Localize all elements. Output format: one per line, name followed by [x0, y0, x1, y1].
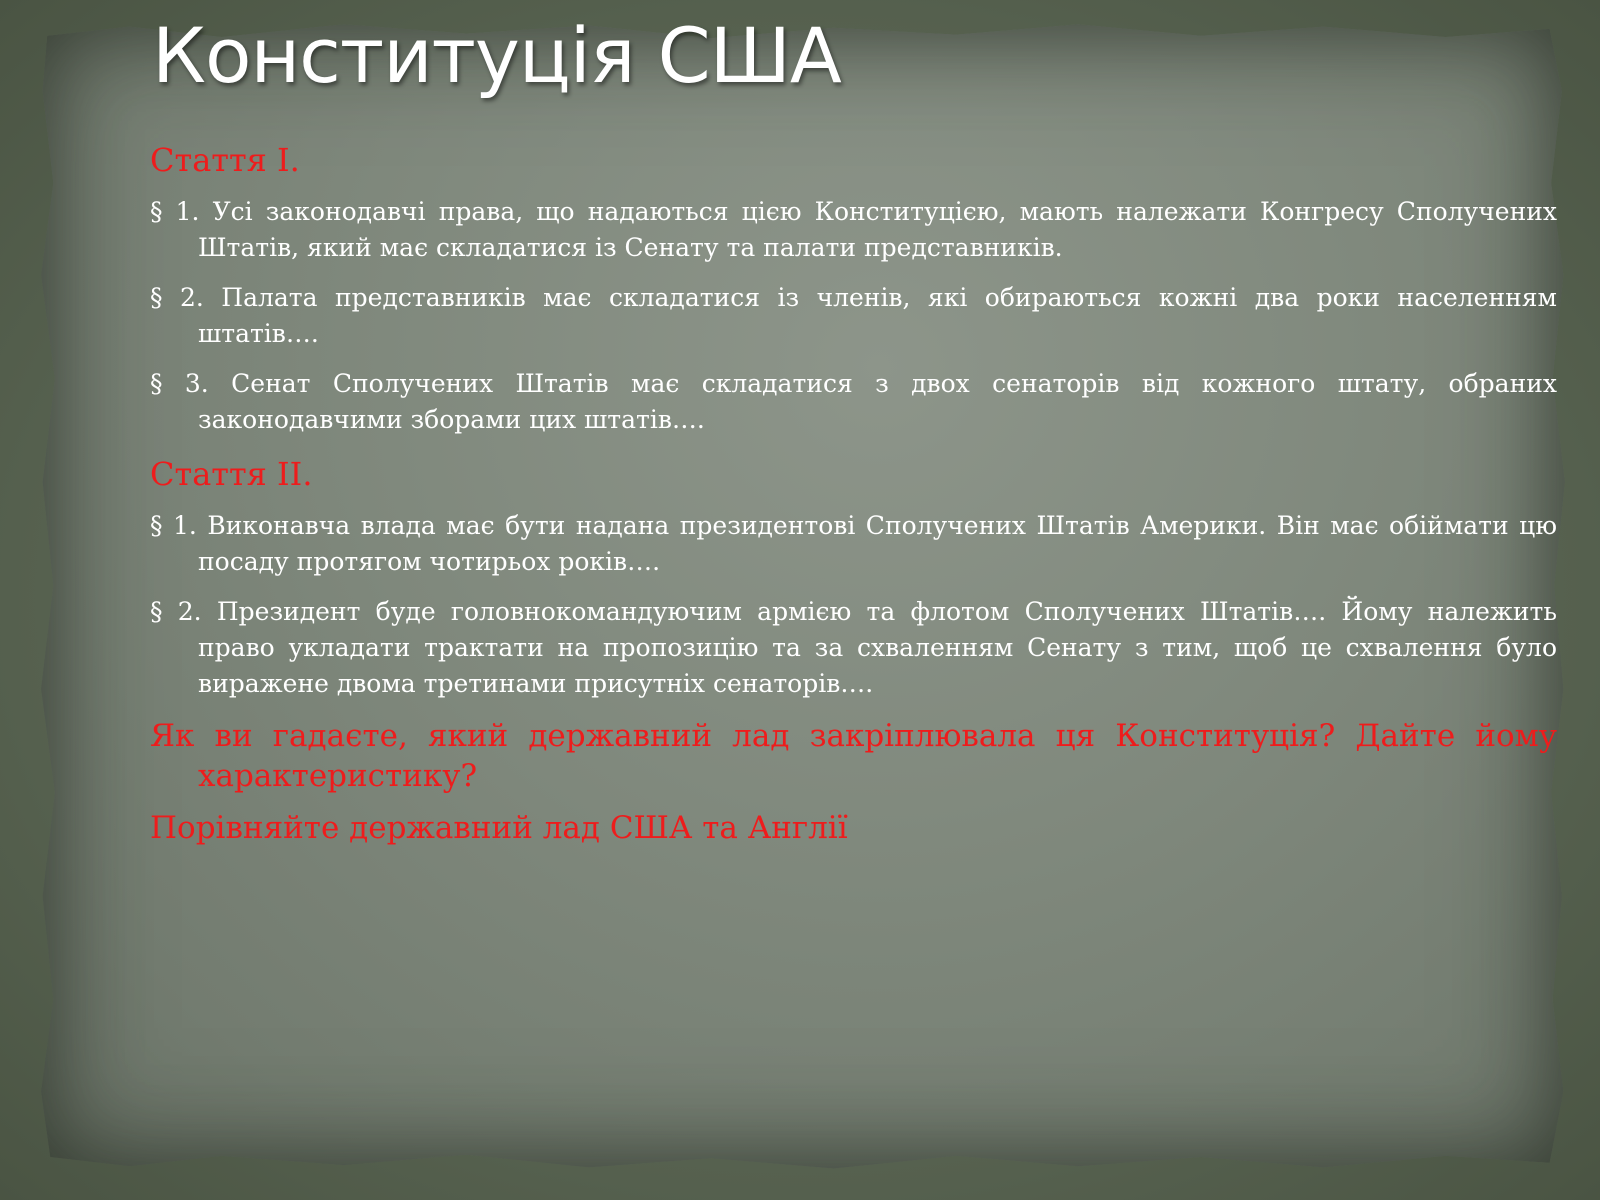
article-1-heading: Стаття I. [150, 141, 300, 179]
article-2-section-1: § 1. Виконавча влада має бути надана президентові Сполучених Штатів Америки. Він має обіймати цю посаду протягом чотирьох років…. [150, 511, 1557, 576]
article-2-section-2: § 2. Президент буде головнокомандуючим армією та флотом Сполучених Штатів…. Йому належить право укладати трактати на пропозицію та за схваленням Сенату з тим, щоб це схвалення було виражене двома третинами присутніх сенаторів…. [150, 597, 1557, 698]
slide-content [150, 138, 1557, 860]
article-2-heading: Стаття II. [150, 455, 313, 493]
question-1: Як ви гадаєте, який державний лад закріплювала ця Конституція? Дайте йому характеристику? [150, 718, 1557, 794]
article-1-section-3: § 3. Сенат Сполучених Штатів має складатися з двох сенаторів від кожного штату, обраних законодавчими зборами цих штатів…. [150, 369, 1557, 434]
slide-title: Конституція США [152, 11, 841, 100]
article-1-section-1: § 1. Усі законодавчі права, що надаються цією Конституцією, мають належати Конгресу Сполучених Штатів, який має складатися із Сенату та палати представників. [150, 197, 1557, 262]
question-2: Порівняйте державний лад США та Англії [150, 810, 848, 846]
article-1-section-2: § 2. Палата представників має складатися із членів, які обираються кожні два роки населенням штатів…. [150, 283, 1557, 348]
